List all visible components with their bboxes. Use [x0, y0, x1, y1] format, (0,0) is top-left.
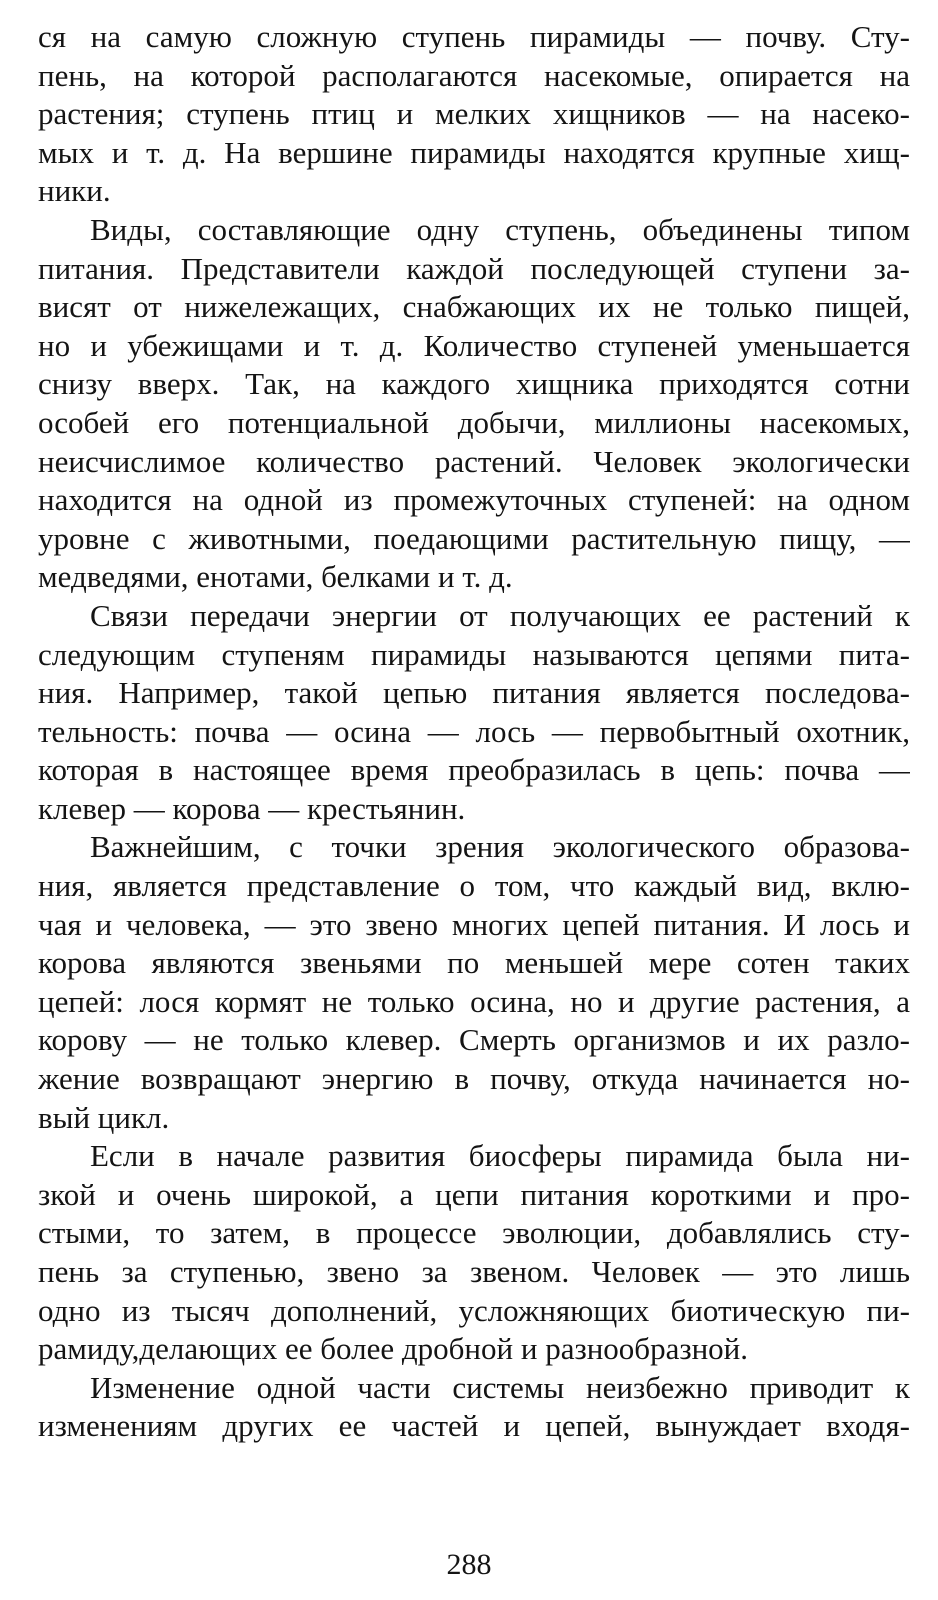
text-line: ники.	[38, 173, 111, 209]
text-line: корову — не только клевер. Смерть организмов и их разло-	[38, 1022, 910, 1058]
text-line: Если в начале развития биосферы пирамида была ни-	[90, 1138, 910, 1174]
text-line: ния. Например, такой цепью питания является последова-	[38, 675, 910, 711]
text-line: пень, на которой располагаются насекомые, опирается на	[38, 57, 910, 93]
text-line: медведями, енотами, белками и т. д.	[38, 559, 513, 595]
text-line: особей его потенциальной добычи, миллионы насекомых,	[38, 404, 910, 440]
text-line: растения; ступень птиц и мелких хищников — на насеко-	[38, 96, 910, 132]
text-line: пень за ступенью, звено за звеном. Человек — это лишь	[38, 1254, 910, 1289]
paragraph-6	[38, 1369, 910, 1446]
text-line: стыми, то затем, в процессе эволюции, добавлялись сту-	[38, 1215, 910, 1251]
text-line: питания. Представители каждой последующей ступени за-	[38, 250, 910, 286]
text-line: Изменение одной части системы неизбежно приводит к	[90, 1369, 910, 1405]
text-line: Связи передачи энергии от получающих ее растений к	[90, 597, 910, 633]
text-line: одно из тысяч дополнений, усложняющих биотическую пи-	[38, 1292, 910, 1328]
text-line: клевер — корова — крестьянин.	[38, 790, 466, 826]
text-line: неисчислимое количество растений. Человек экологически	[38, 443, 910, 479]
paragraph-4	[38, 828, 910, 1137]
text-line: снизу вверх. Так, на каждого хищника приходятся сотни	[38, 366, 910, 402]
text-line: мых и т. д. На вершине пирамиды находятся крупные хищ-	[38, 134, 910, 170]
text-line: чая и человека, — это звено многих цепей питания. И лось и	[38, 906, 910, 942]
text-line: Важнейшим, с точки зрения экологического образова-	[90, 829, 910, 865]
text-line: Виды, составляющие одну ступень, объединены типом	[90, 211, 910, 247]
text-line: жение возвращают энергию в почву, откуда начинается но-	[38, 1061, 910, 1097]
text-line: но и убежищами и т. д. Количество ступеней уменьшается	[38, 327, 910, 363]
page-body	[38, 18, 910, 1538]
text-line: корова являются звеньями по меньшей мере сотен таких	[38, 945, 910, 981]
text-line: следующим ступеням пирамиды называются цепями пита-	[38, 636, 910, 672]
text-line: ся на самую сложную ступень пирамиды — почву. Сту-	[38, 19, 910, 54]
page-number: 288	[446, 1548, 492, 1581]
paragraph-2	[38, 211, 910, 597]
paragraph-5	[38, 1137, 910, 1369]
text-line: рамиду,делающих ее более дробной и разнообразной.	[38, 1331, 749, 1367]
paragraph-1	[38, 18, 910, 211]
text-line: ния, является представление о том, что каждый вид, вклю-	[38, 868, 910, 904]
text-line: уровне с животными, поедающими растительную пищу, —	[38, 520, 910, 556]
text-line: которая в настоящее время преобразилась в цепь: почва —	[38, 752, 910, 788]
text-line: висят от нижележащих, снабжающих их не только пищей,	[38, 289, 910, 325]
text-line: изменениям других ее частей и цепей, вынуждает входя-	[38, 1408, 910, 1444]
text-line: находится на одной из промежуточных ступеней: на одном	[38, 482, 910, 518]
paragraph-3	[38, 597, 910, 829]
text-line: вый цикл.	[38, 1099, 170, 1135]
text-line: зкой и очень широкой, а цепи питания короткими и про-	[38, 1176, 910, 1212]
text-line: тельность: почва — осина — лось — первобытный охотник,	[38, 713, 910, 749]
text-line: цепей: лося кормят не только осина, но и другие растения, а	[38, 983, 910, 1019]
